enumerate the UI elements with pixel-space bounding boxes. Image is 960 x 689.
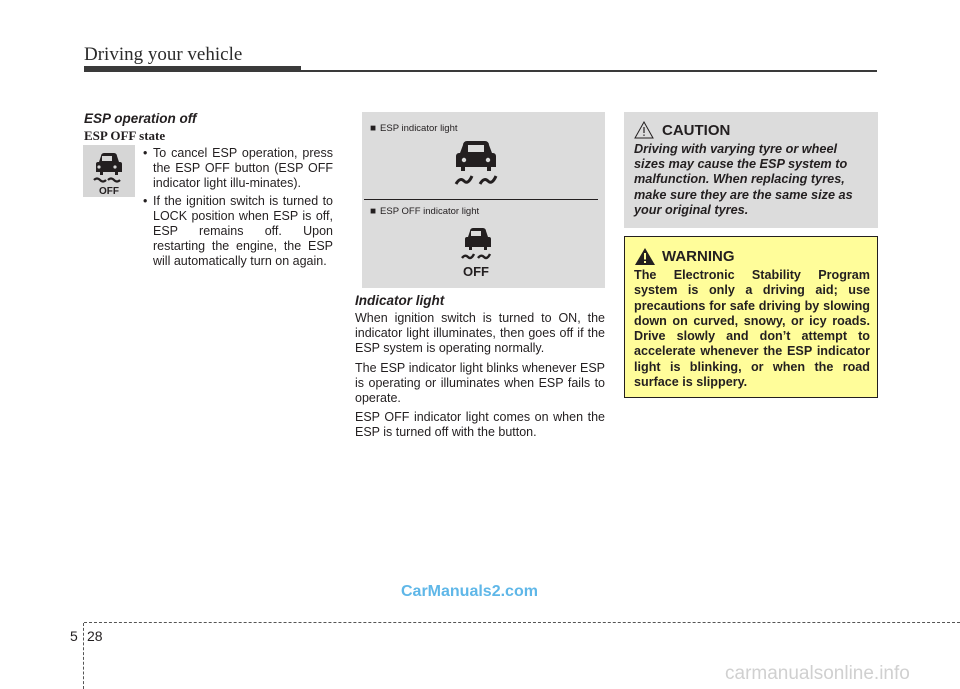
paragraph: ESP OFF indicator light comes on when the ESP is turned off with the button. bbox=[355, 410, 605, 440]
esp-off-bullets bbox=[143, 146, 333, 272]
section-heading-indicator-light: Indicator light bbox=[355, 293, 445, 308]
paragraph: When ignition switch is turned to ON, the indicator light illuminates, then goes off if the ESP system is operating normally. bbox=[355, 311, 605, 356]
section-number: 5 bbox=[70, 628, 78, 644]
watermark-carmanualsonline: carmanualsonline.info bbox=[725, 663, 910, 684]
warning-triangle-icon bbox=[634, 247, 656, 266]
footer-divider bbox=[83, 623, 84, 689]
watermark-carmanuals2: CarManuals2.com bbox=[401, 583, 538, 600]
paragraph: The ESP indicator light blinks whenever ESP is operating or illuminates when ESP fails to operate. bbox=[355, 360, 605, 406]
list-item: • To cancel ESP operation, press the ESP OFF button (ESP OFF indicator light illu-minates). bbox=[143, 146, 333, 192]
warning-title: WARNING bbox=[662, 248, 735, 265]
list-item: • If the ignition switch is turned to LOCK position when ESP is off, ESP remains off. Upon restarting the engine, the ESP will automatically turn on again. bbox=[143, 194, 333, 270]
warning-text: The Electronic Stability Program system is only a driving aid; use precautions for safe driving by slowing down on curved, snowy, or icy roads. Drive slowly and don’t attempt to accelerate whenever the ESP indicator light is blinking, or when the road surface is slippery. bbox=[634, 268, 870, 390]
page-number: 28 bbox=[87, 628, 103, 644]
esp-off-indicator-label: ■ ESP OFF indicator light bbox=[370, 206, 480, 217]
caution-triangle-icon bbox=[634, 121, 654, 139]
indicator-light-text bbox=[355, 311, 605, 445]
header-accent-bar bbox=[84, 66, 301, 72]
caution-text: Driving with varying tyre or wheel sizes may cause the ESP system to malfunction. When replacing tyres, make sure they are the same size as your original tyres. bbox=[634, 142, 853, 217]
box-divider bbox=[364, 199, 598, 200]
subheading-esp-off-state: ESP OFF state bbox=[84, 128, 166, 143]
esp-off-indicator-text: OFF bbox=[463, 264, 489, 279]
esp-indicator-label: ■ ESP indicator light bbox=[370, 123, 458, 134]
esp-off-icon bbox=[83, 145, 135, 197]
footer-rule bbox=[84, 622, 960, 623]
esp-indicator-icon bbox=[447, 138, 505, 192]
header-rule bbox=[301, 70, 877, 72]
esp-off-indicator-icon bbox=[447, 224, 505, 280]
page-header-title: Driving your vehicle bbox=[84, 44, 243, 65]
section-heading-esp-off: ESP operation off bbox=[84, 111, 197, 126]
caution-title: CAUTION bbox=[662, 122, 731, 139]
esp-off-icon-label: OFF bbox=[99, 186, 119, 197]
